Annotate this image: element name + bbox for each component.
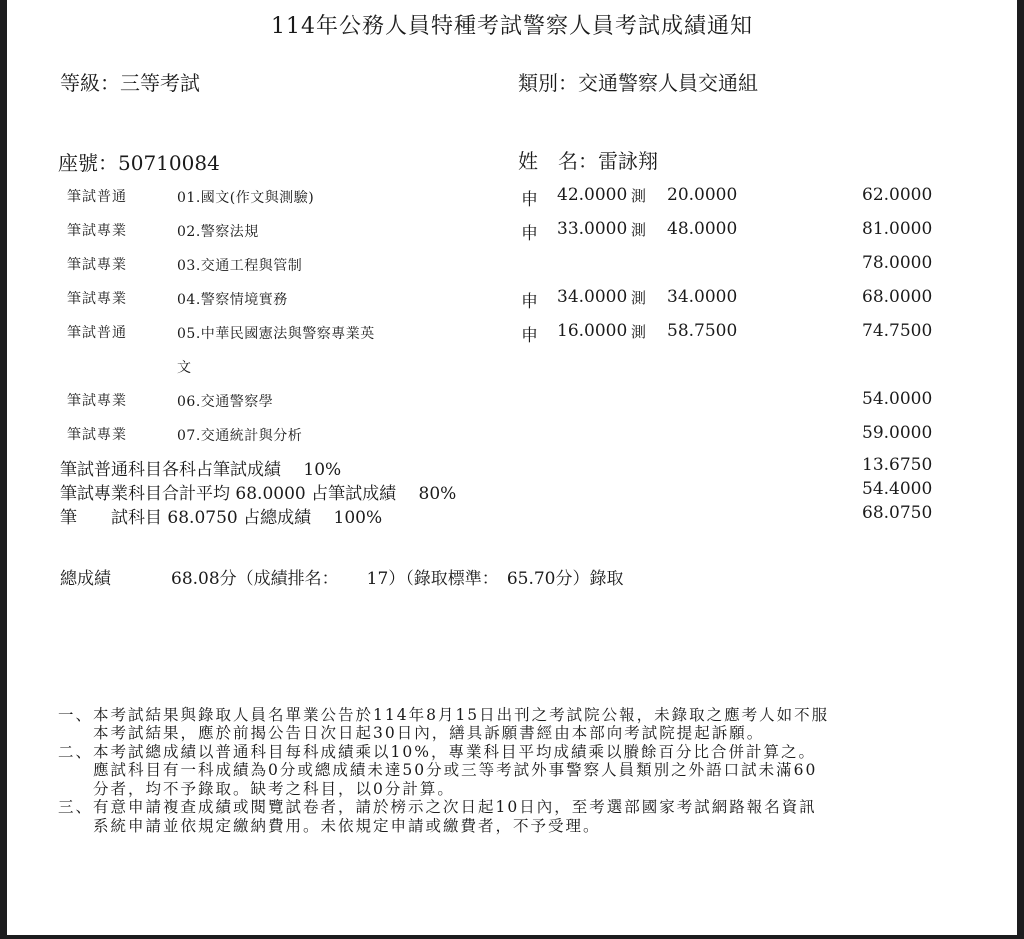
subject-category: 筆試專業 — [67, 393, 127, 409]
professional-subjects-score: 54.4000 — [862, 479, 933, 499]
exam-level — [60, 67, 200, 96]
subject-name: 07.交通統計與分析 — [177, 428, 303, 444]
subject-total: 59.0000 — [862, 423, 933, 443]
test-mark: 測 — [631, 289, 647, 307]
document-title: 114年公務人員特種考試警察人員考試成績通知 — [271, 14, 753, 39]
professional-subjects-weight: 筆試專業科目合計平均 68.0000 占筆試成績 80% — [60, 484, 457, 504]
note-line: 系統申請並依規定繳納費用。未依規定申請或繳費者，不予受理。 — [58, 817, 601, 835]
seat-number-label: 座號： — [58, 151, 118, 175]
subject-name-continued: 文 — [177, 360, 192, 376]
essay-score: 34.0000 — [557, 287, 628, 307]
subject-name: 06.交通警察學 — [177, 394, 274, 410]
test-mark: 測 — [631, 187, 647, 205]
subject-name: 05.中華民國憲法與警察專業英 — [177, 326, 375, 342]
total-score-line — [60, 564, 623, 589]
written-exam-score: 68.0750 — [862, 503, 933, 523]
test-score: 34.0000 — [667, 287, 738, 307]
essay-mark: 申 — [521, 326, 538, 346]
essay-mark: 申 — [521, 292, 538, 312]
admission-standard-label: （錄取標準： — [405, 569, 499, 589]
general-subjects-weight: 筆試普通科目各科占筆試成績 10% — [60, 460, 342, 480]
essay-mark: 申 — [521, 224, 538, 244]
admission-standard-value: 65.70分） — [506, 569, 590, 589]
note-line: 一、本考試結果與錄取人員名單業公告於114年8月15日出刊之考試院公報，未錄取之應考人如不服 — [58, 706, 830, 724]
essay-score: 42.0000 — [557, 185, 628, 205]
general-subjects-score: 13.6750 — [862, 455, 933, 475]
note-line: 分者，均不予錄取。缺考之科目，以0分計算。 — [58, 780, 455, 798]
subject-category: 筆試專業 — [67, 223, 127, 239]
subject-category: 筆試專業 — [67, 257, 127, 273]
test-score: 20.0000 — [667, 185, 738, 205]
exam-level-label: 等級： — [60, 71, 120, 95]
total-score-label: 總成績 — [60, 569, 111, 589]
test-mark: 測 — [631, 221, 647, 239]
note-line: 三、有意申請複查成績或閱覽試卷者，請於榜示之次日起10日內，至考選部國家考試網路報名資訊 — [58, 798, 817, 816]
subject-category: 筆試普通 — [67, 189, 127, 205]
test-mark: 測 — [631, 323, 647, 341]
rank-value: 17） — [366, 569, 406, 589]
note-line: 應試科目有一科成績為0分或總成績未達50分或三等考試外事警察人員類別之外語口試未滿60 — [58, 761, 818, 779]
essay-mark: 申 — [521, 190, 538, 210]
exam-level-value: 三等考試 — [120, 71, 200, 95]
subject-total: 54.0000 — [862, 389, 933, 409]
subject-name: 04.警察情境實務 — [177, 292, 288, 308]
subject-total: 68.0000 — [862, 287, 933, 307]
rank-label: （成績排名： — [236, 569, 339, 589]
candidate-name — [518, 145, 658, 174]
subject-total: 78.0000 — [862, 253, 933, 273]
essay-score: 33.0000 — [557, 219, 628, 239]
score-notice-page — [7, 0, 1017, 935]
admission-result: 錄取 — [589, 569, 624, 589]
candidate-name-value: 雷詠翔 — [598, 149, 658, 173]
subject-name: 01.國文(作文與測驗) — [177, 190, 315, 206]
subject-total: 62.0000 — [862, 185, 933, 205]
essay-score: 16.0000 — [557, 321, 628, 341]
subject-total: 81.0000 — [862, 219, 933, 239]
written-exam-weight: 筆 試科目 68.0750 占總成績 100% — [60, 508, 383, 528]
subject-total: 74.7500 — [862, 321, 933, 341]
exam-category-label: 類別： — [518, 71, 578, 95]
seat-number-value: 50710084 — [118, 151, 220, 175]
seat-number — [58, 147, 220, 176]
note-line: 本考試結果，應於前揭公告日次日起30日內，繕具訴願書經由本部向考試院提起訴願。 — [58, 724, 765, 742]
exam-category — [518, 67, 758, 96]
exam-category-value: 交通警察人員交通組 — [578, 71, 758, 95]
note-line: 二、本考試總成績以普通科目每科成績乘以10%，專業科目平均成績乘以賸餘百分比合併計算之。 — [58, 743, 816, 761]
test-score: 58.7500 — [667, 321, 738, 341]
subject-category: 筆試專業 — [67, 427, 127, 443]
subject-name: 02.警察法規 — [177, 224, 259, 240]
candidate-name-label: 姓 名： — [518, 149, 598, 173]
test-score: 48.0000 — [667, 219, 738, 239]
subject-name: 03.交通工程與管制 — [177, 258, 303, 274]
subject-category: 筆試普通 — [67, 325, 127, 341]
subject-category: 筆試專業 — [67, 291, 127, 307]
total-score-value: 68.08分 — [171, 569, 237, 589]
